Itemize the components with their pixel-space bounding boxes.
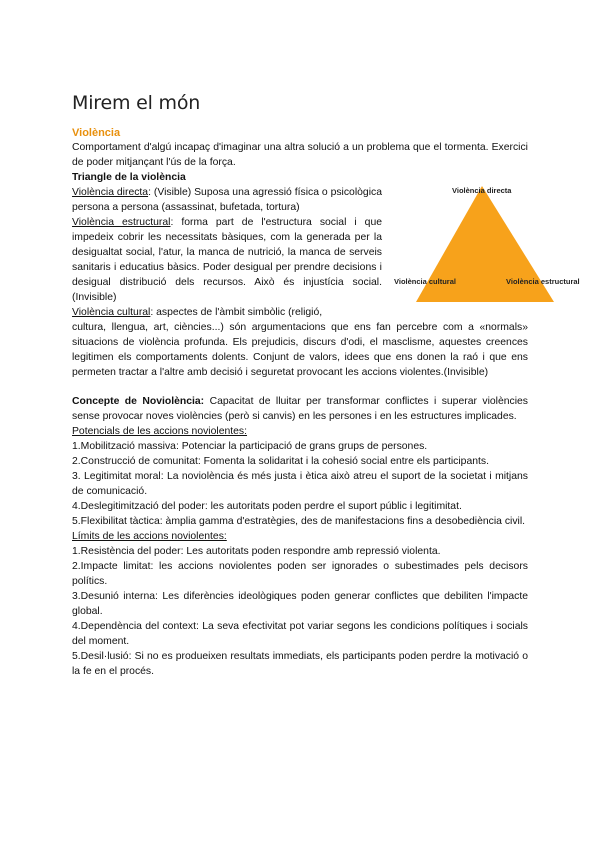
violencia-types-block — [72, 185, 382, 320]
list-item: 4.Dependència del context: La seva efectivitat pot variar segons les condicions polítiques i socials del moment. — [72, 621, 528, 647]
triangle-top-label: Violència directa — [452, 186, 512, 195]
violencia-definition: Comportament d'algú incapaç d'imaginar una altra solució a un problema que el tormenta. Exercici de poder mitjançant l'ús de la força. — [72, 142, 528, 168]
potencials-heading: Potencials de les accions noviolentes: — [72, 426, 248, 437]
list-item: 2.Construcció de comunitat: Fomenta la solidaritat i la cohesió social entre els participants. — [72, 456, 489, 467]
page-title: Mirem el món — [72, 92, 201, 114]
noviolencia-label: Concepte de Noviolència: — [72, 396, 205, 407]
estructural-text: : forma part de l'estructura social i que impedeix cobrir les necessitats bàsiques, com la generada per la desigualtat social, l'atur, la manca de nutrició, la manca de serveis sanitaris i educatius bàsics. Poder desigual per prendre decisions i desigual distribució dels recursos. Això és injustícia social. (Invisible) — [72, 217, 383, 303]
limits-heading: Límits de les accions noviolentes: — [72, 531, 227, 542]
list-item: 3.Desunió interna: Les diferències ideològiques poden generar conflictes que debiliten l'impacte global. — [72, 591, 528, 617]
list-item: 1.Resistència del poder: Les autoritats poden respondre amb repressió violenta. — [72, 546, 441, 557]
triangle-right-label: Violència estructural — [506, 277, 580, 286]
triangle-heading: Triangle de la violència — [72, 172, 186, 183]
section-heading-violencia: Violència — [72, 127, 121, 139]
list-item: 5.Desil·lusió: Si no es produeixen resultats immediats, els participants poden perdre la motivació o la fe en el procés. — [72, 651, 528, 677]
estructural-label: Violència estructural — [72, 217, 171, 228]
violence-triangle-diagram — [394, 178, 594, 308]
noviolencia-text: Capacitat de lluitar per transformar conflictes i superar violències sense provocar noves violències (però si canvis) en les persones i en les estructures implicades. — [72, 396, 528, 422]
list-item: 4.Deslegitimització del poder: les autoritats poden perdre el suport públic i legitimitat. — [72, 501, 462, 512]
list-item: 3. Legitimitat moral: La noviolència és més justa i ètica això atreu el suport de la societat i mitjans de comunicació. — [72, 471, 528, 497]
cultural-label: Violència cultural — [72, 307, 151, 318]
limits-list — [72, 544, 528, 679]
cultural-text-1: : aspectes de l'àmbit simbòlic (religió, — [150, 307, 323, 318]
cultural-text-2: cultura, llengua, art, ciències...) són argumentacions que ens fan percebre com a «normals» situacions de violència profunda. Els prejudicis, discurs d'odi, el masclisme, aquestes creences legitimen els comportaments dolents. Conjunt de valors, idees que ens donen la raó i que ens permeten tractar a l'altre amb decisió i seguretat provocant les accions violentes.(Invisible) — [72, 322, 528, 378]
potencials-list — [72, 439, 528, 529]
directa-text: : (Visible) Suposa una agressió física o psicològica persona a persona (assassinat, bufetada, tortura) — [72, 187, 382, 213]
list-item: 5.Flexibilitat tàctica: àmplia gamma d'estratègies, des de manifestacions fins a desobediència civil. — [72, 516, 526, 527]
triangle-left-label: Violència cultural — [394, 277, 456, 286]
directa-label: Violència directa — [72, 187, 149, 198]
noviolencia-paragraph — [72, 394, 528, 424]
list-item: 2.Impacte limitat: les accions noviolentes poden ser ignorades o subestimades pels decisors polítics. — [72, 561, 528, 587]
list-item: 1.Mobilització massiva: Potenciar la participació de grans grups de persones. — [72, 441, 428, 452]
